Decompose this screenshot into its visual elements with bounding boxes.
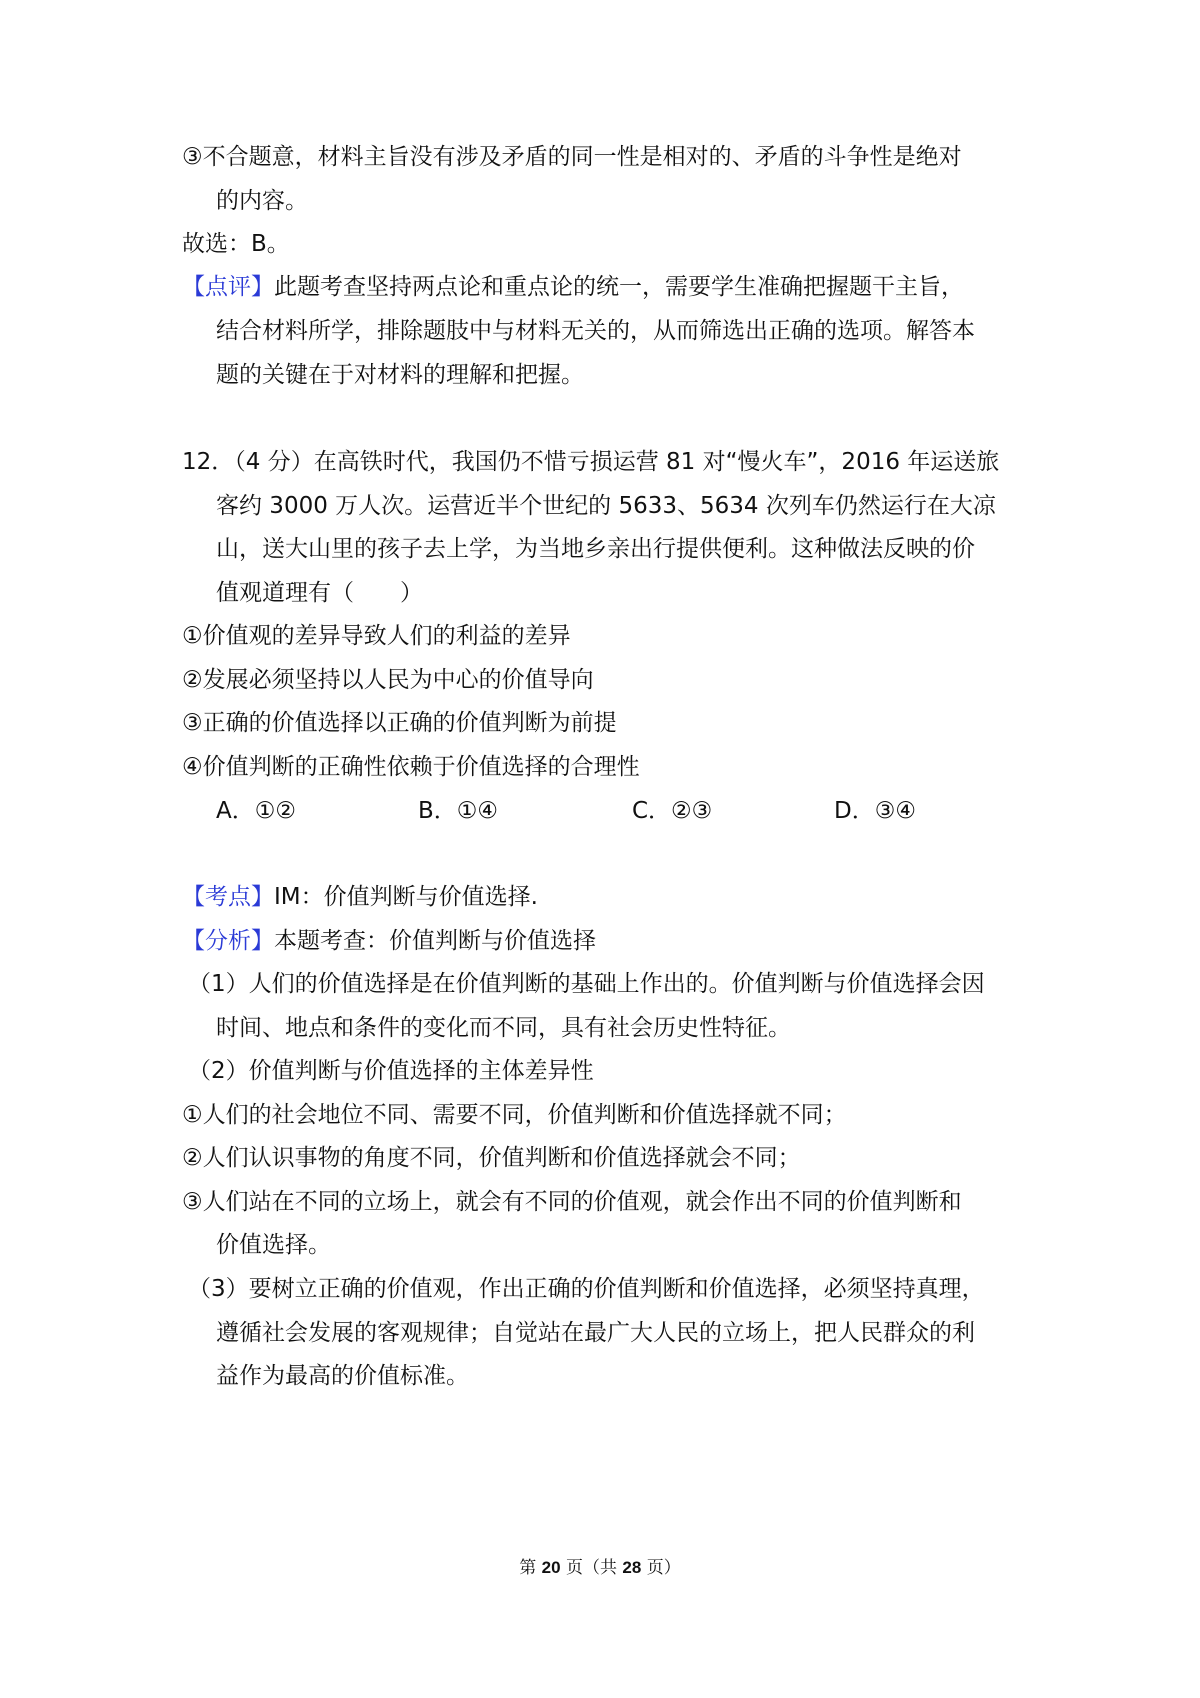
option-a: A．①② [216,798,296,824]
prev-note-3-line1: ③不合题意，材料主旨没有涉及矛盾的同一性是相对的、矛盾的斗争性是绝对 [182,144,962,170]
statement-4: ④价值判断的正确性依赖于价值选择的合理性 [182,754,640,780]
comment-line1 [182,272,964,302]
footer-total-pages: 28 [622,1558,642,1577]
point2: （2）价值判断与价值选择的主体差异性 [188,1058,594,1084]
comment-line3: 题的关键在于对材料的理解和把握。 [216,362,584,388]
question-line2: 客约 3000 万人次。运营近半个世纪的 5633、5634 次列车仍然运行在大凉 [216,493,996,519]
point1-line1: （1）人们的价值选择是在价值判断的基础上作出的。价值判断与价值选择会因 [188,971,985,997]
footer-suffix: 页） [641,1558,681,1578]
question-line3: 山，送大山里的孩子去上学，为当地乡亲出行提供便利。这种做法反映的价 [216,536,975,562]
point3-line3: 益作为最高的价值标准。 [216,1363,469,1389]
footer-page-number: 20 [541,1558,561,1577]
point1-line2: 时间、地点和条件的变化而不同，具有社会历史性特征。 [216,1015,791,1041]
sub-point-1: ①人们的社会地位不同、需要不同，价值判断和价值选择就不同； [182,1102,847,1128]
kaodian-tag: 【考点】 [182,884,274,910]
page-footer [0,1556,1200,1580]
sub-point-2: ②人们认识事物的角度不同，价值判断和价值选择就会不同； [182,1145,801,1171]
kaodian-text: IM：价值判断与价值选择. [274,884,538,910]
comment-line2: 结合材料所学，排除题肢中与材料无关的，从而筛选出正确的选项。解答本 [216,318,975,344]
comment-text: 此题考查坚持两点论和重点论的统一，需要学生准确把握题干主旨， [274,274,964,300]
sub-point-3-line1: ③人们站在不同的立场上，就会有不同的价值观，就会作出不同的价值判断和 [182,1189,962,1215]
kaodian-line [182,882,538,912]
prev-answer: 故选：B。 [182,231,290,257]
question-line4: 值观道理有（ ） [216,580,423,606]
point3-line2: 遵循社会发展的客观规律；自觉站在最广大人民的立场上，把人民群众的利 [216,1320,975,1346]
fenxi-tag: 【分析】 [182,928,274,954]
comment-tag: 【点评】 [182,274,274,300]
question-line1: 12．（4 分）在高铁时代，我国仍不惜亏损运营 81 对“慢火车”，2016 年运送旅 [182,449,1000,475]
statement-2: ②发展必须坚持以人民为中心的价值导向 [182,667,594,693]
prev-note-3-line2: 的内容。 [216,188,308,214]
sub-point-3-line2: 价值选择。 [216,1232,331,1258]
point3-line1: （3）要树立正确的价值观，作出正确的价值判断和价值选择，必须坚持真理， [188,1276,985,1302]
statement-1: ①价值观的差异导致人们的利益的差异 [182,623,571,649]
option-b: B．①④ [418,798,499,824]
fenxi-line [182,926,596,956]
footer-prefix: 第 [519,1558,542,1578]
statement-3: ③正确的价值选择以正确的价值判断为前提 [182,710,617,736]
footer-middle: 页（共 [560,1558,623,1578]
option-d: D．③④ [834,798,916,824]
option-c: C．②③ [632,798,713,824]
fenxi-text: 本题考查：价值判断与价值选择 [274,928,596,954]
